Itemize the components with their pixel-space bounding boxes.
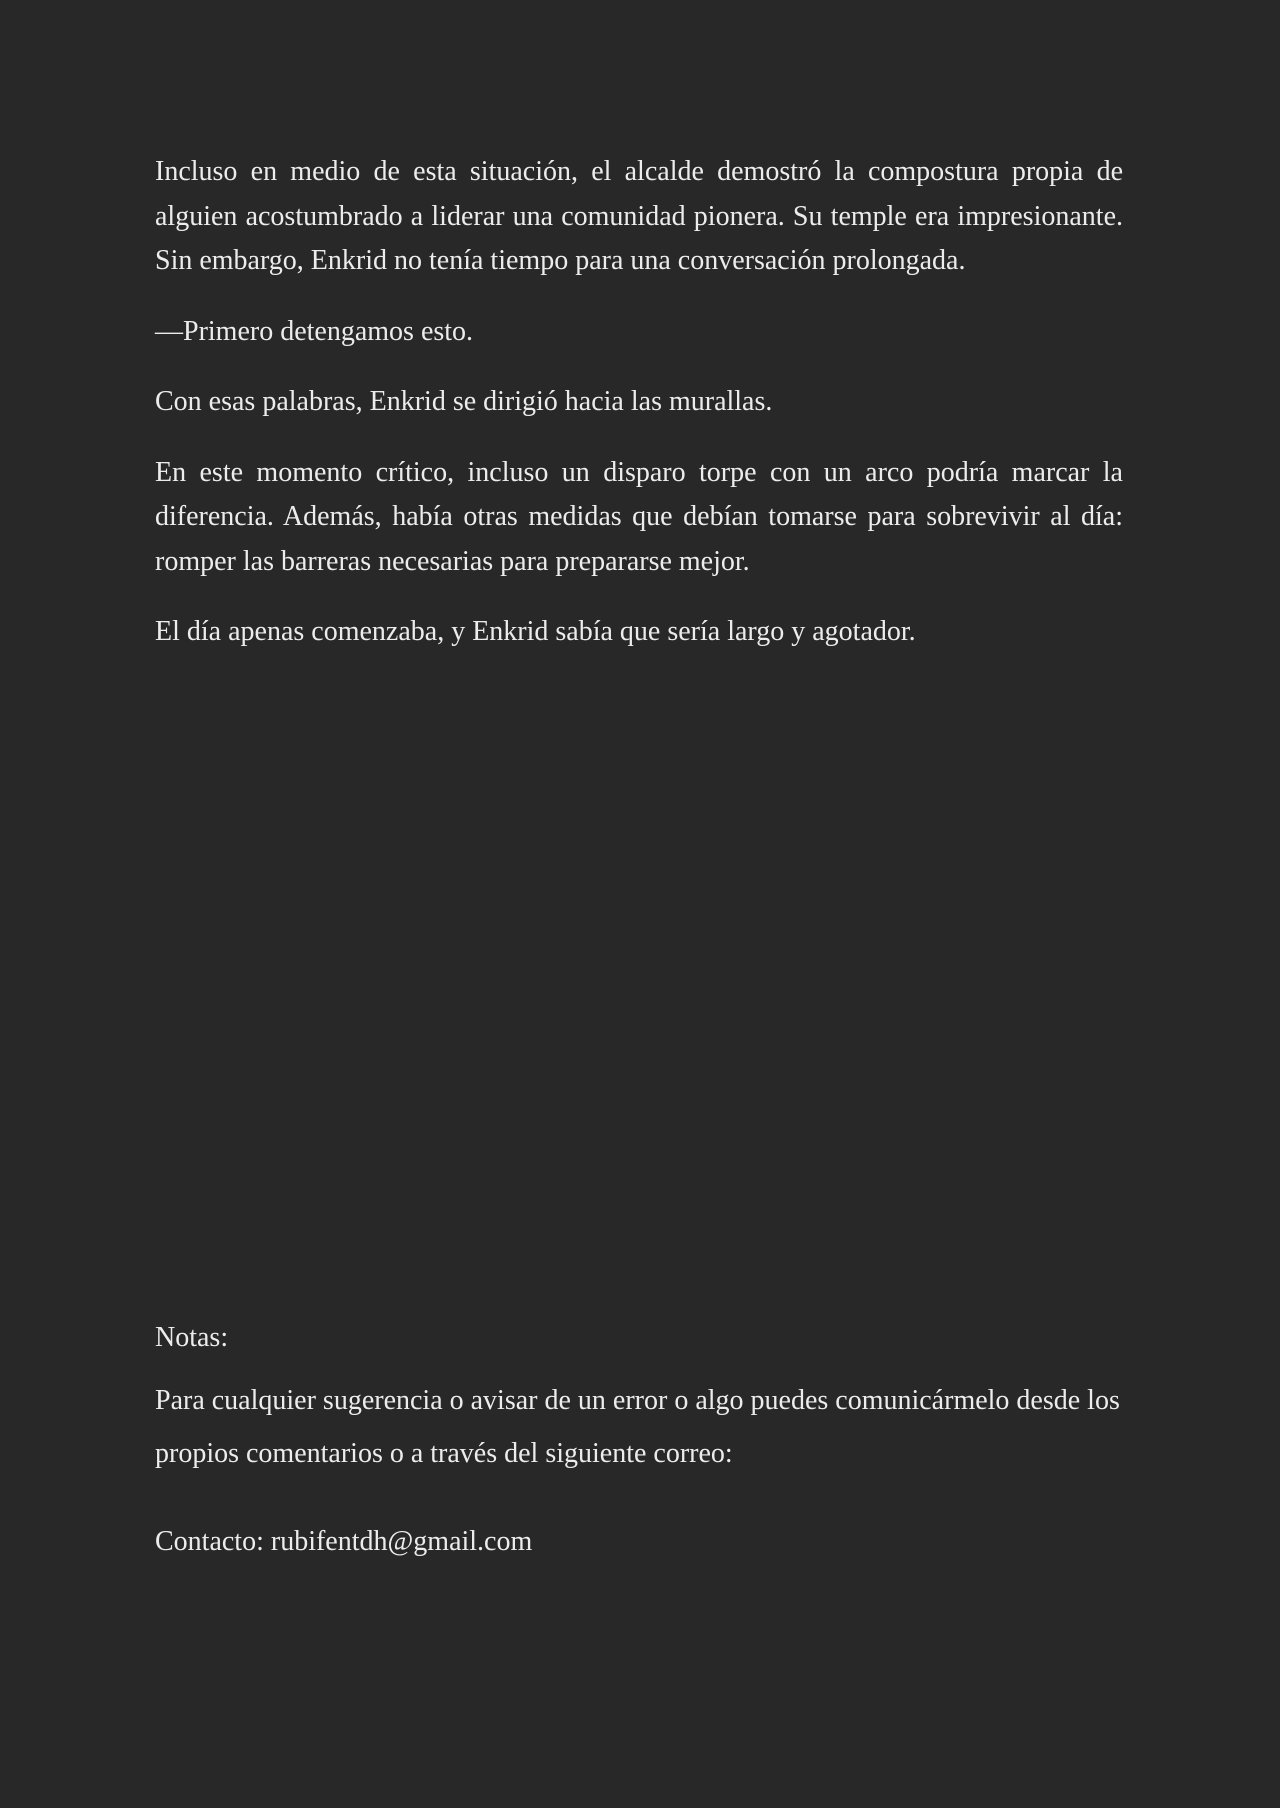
story-paragraph-3: Con esas palabras, Enkrid se dirigió hacia las murallas. <box>155 386 773 417</box>
story-text <box>155 150 1123 681</box>
story-paragraph-5: El día apenas comenzaba, y Enkrid sabía que sería largo y agotador. <box>155 616 916 647</box>
notes-body: Para cualquier sugerencia o avisar de un error o algo puedes comunicármelo desde los propios comentarios o a través del siguiente correo: <box>155 1385 1120 1469</box>
story-paragraph-4: En este momento crítico, incluso un disparo torpe con un arco podría marcar la diferencia. Además, había otras medidas que debían tomarse para sobrevivir al día: romper las barreras necesarias para prepararse mejor. <box>155 456 1123 577</box>
notes-section <box>155 1316 1123 1564</box>
story-paragraph-1: Incluso en medio de esta situación, el alcalde demostró la compostura propia de alguien acostumbrado a liderar una comunidad pionera. Su temple era impresionante. Sin embargo, Enkrid no tenía tiempo para una conversación prolongada. <box>155 156 1123 276</box>
notes-label: Notas: <box>155 1322 229 1353</box>
story-paragraph-2: —Primero detengamos esto. <box>155 315 474 347</box>
contact-email: Contacto: rubifentdh@gmail.com <box>155 1526 533 1557</box>
